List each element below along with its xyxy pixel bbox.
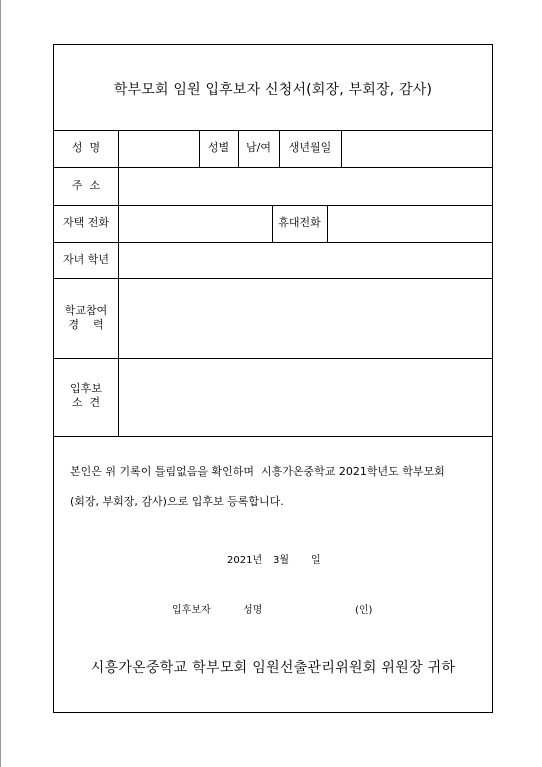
date-year: 2021년 bbox=[227, 555, 263, 566]
gender-value[interactable]: 남/여 bbox=[246, 141, 271, 154]
name-field[interactable] bbox=[119, 131, 199, 167]
child-grade-field[interactable] bbox=[119, 243, 492, 278]
date-day: 일 bbox=[311, 555, 321, 566]
seal-label: (인) bbox=[355, 605, 373, 616]
mobile-label: 휴대전화 bbox=[278, 216, 321, 229]
career-label-line1: 학교참여 bbox=[64, 304, 108, 317]
form-title: 학부모회 임원 입후보자 신청서(회장, 부회장, 감사) bbox=[113, 82, 433, 98]
application-form bbox=[53, 44, 493, 713]
opinion-label-line2: 소 견 bbox=[71, 396, 101, 409]
opinion-label-line1: 입후보 bbox=[70, 382, 102, 395]
name-label: 성 명 bbox=[71, 141, 101, 154]
address-field[interactable] bbox=[119, 168, 492, 205]
address-label: 주 소 bbox=[71, 179, 101, 192]
home-phone-field[interactable] bbox=[119, 206, 272, 242]
signature-name-field[interactable] bbox=[274, 597, 352, 615]
career-field[interactable] bbox=[119, 279, 492, 358]
mobile-field[interactable] bbox=[328, 206, 492, 242]
candidate-label: 입후보자 bbox=[172, 605, 211, 616]
gender-label: 성별 bbox=[207, 141, 230, 154]
home-phone-label: 자택 전화 bbox=[62, 216, 109, 229]
child-grade-label: 자녀 학년 bbox=[62, 253, 109, 266]
row-divider bbox=[54, 436, 492, 437]
declaration-line2: (회장, 부회장, 감사)으로 입후보 등록합니다. bbox=[70, 495, 284, 508]
signature-name-label: 성명 bbox=[243, 605, 263, 616]
declaration-line1: 본인은 위 기록이 틀림없음을 확인하며 시흥가온중학교 2021학년도 학부모회 bbox=[70, 465, 445, 478]
form-recipient: 시흥가온중학교 학부모회 임원선출관리위원회 위원장 귀하 bbox=[90, 660, 456, 676]
career-label-line2: 경 력 bbox=[68, 318, 104, 331]
date-month: 3월 bbox=[273, 555, 290, 566]
opinion-field[interactable] bbox=[119, 359, 492, 436]
birth-field[interactable] bbox=[342, 131, 492, 167]
page-edge-line bbox=[0, 0, 1, 767]
birth-label: 생년월일 bbox=[288, 141, 332, 154]
